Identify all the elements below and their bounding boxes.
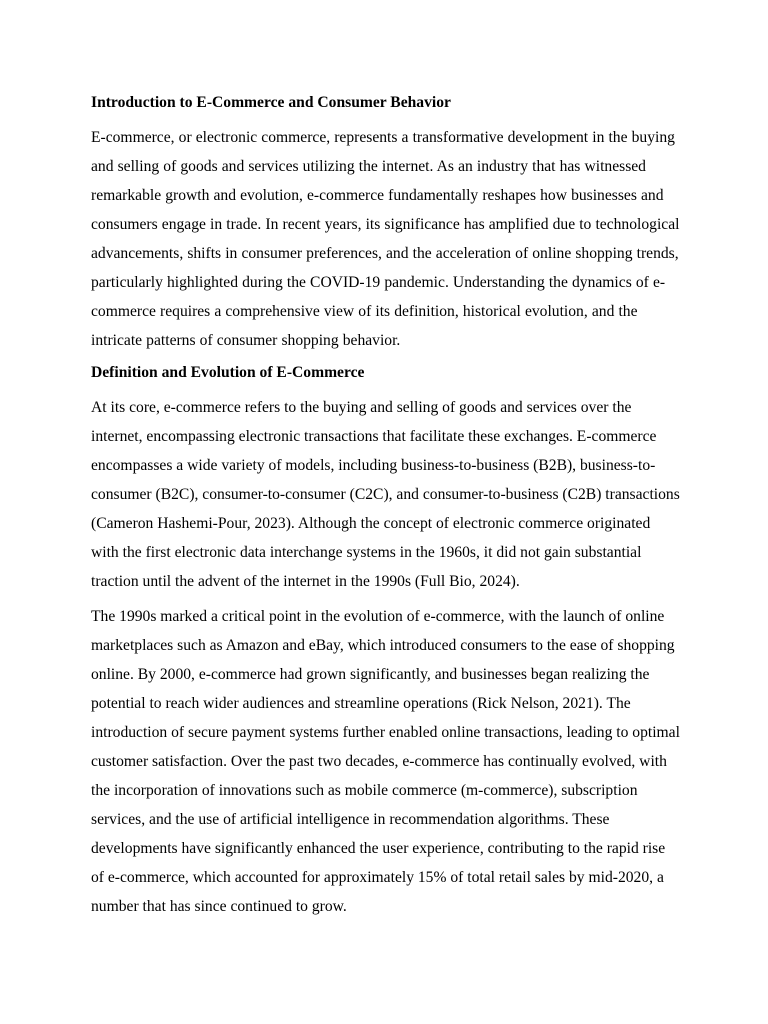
section-heading-definition-evolution: Definition and Evolution of E-Commerce [91, 364, 365, 381]
paragraph-introduction: E-commerce, or electronic commerce, represents a transformative development in the buying and selling of goods and services utilizing the internet. As an industry that has witnessed remarkable growth and evolution, e-commerce fundamentally reshapes how businesses and consumers engage in trade. In recent years, its significance has amplified due to technological advancements, shifts in consumer preferences, and the acceleration of online shopping trends, particularly highlighted during the COVID-19 pandemic. Understanding the dynamics of e-commerce requires a comprehensive view of its definition, historical evolution, and the intricate patterns of consumer shopping behavior. [91, 129, 680, 349]
paragraph-definition: At its core, e-commerce refers to the buying and selling of goods and services over the internet, encompassing electronic transactions that facilitate these exchanges. E-commerce encompasses a wide variety of models, including business-to-business (B2B), business-to-consumer (B2C), consumer-to-consumer (C2C), and consumer-to-business (C2B) transactions (Cameron Hashemi-Pour, 2023). Although the concept of electronic commerce originated with the first electronic data interchange systems in the 1960s, it did not gain substantial traction until the advent of the internet in the 1990s (Full Bio, 2024). [91, 399, 680, 590]
document-body [91, 91, 681, 927]
section-heading-introduction: Introduction to E-Commerce and Consumer Behavior [91, 94, 451, 111]
paragraph-evolution: The 1990s marked a critical point in the evolution of e-commerce, with the launch of online marketplaces such as Amazon and eBay, which introduced consumers to the ease of shopping online. By 2000, e-commerce had grown significantly, and businesses began realizing the potential to reach wider audiences and streamline operations (Rick Nelson, 2021). The introduction of secure payment systems further enabled online transactions, leading to optimal customer satisfaction. Over the past two decades, e-commerce has continually evolved, with the incorporation of innovations such as mobile commerce (m-commerce), subscription services, and the use of artificial intelligence in recommendation algorithms. These developments have significantly enhanced the user experience, contributing to the rapid rise of e-commerce, which accounted for approximately 15% of total retail sales by mid-2020, a number that has since continued to grow. [91, 608, 680, 915]
